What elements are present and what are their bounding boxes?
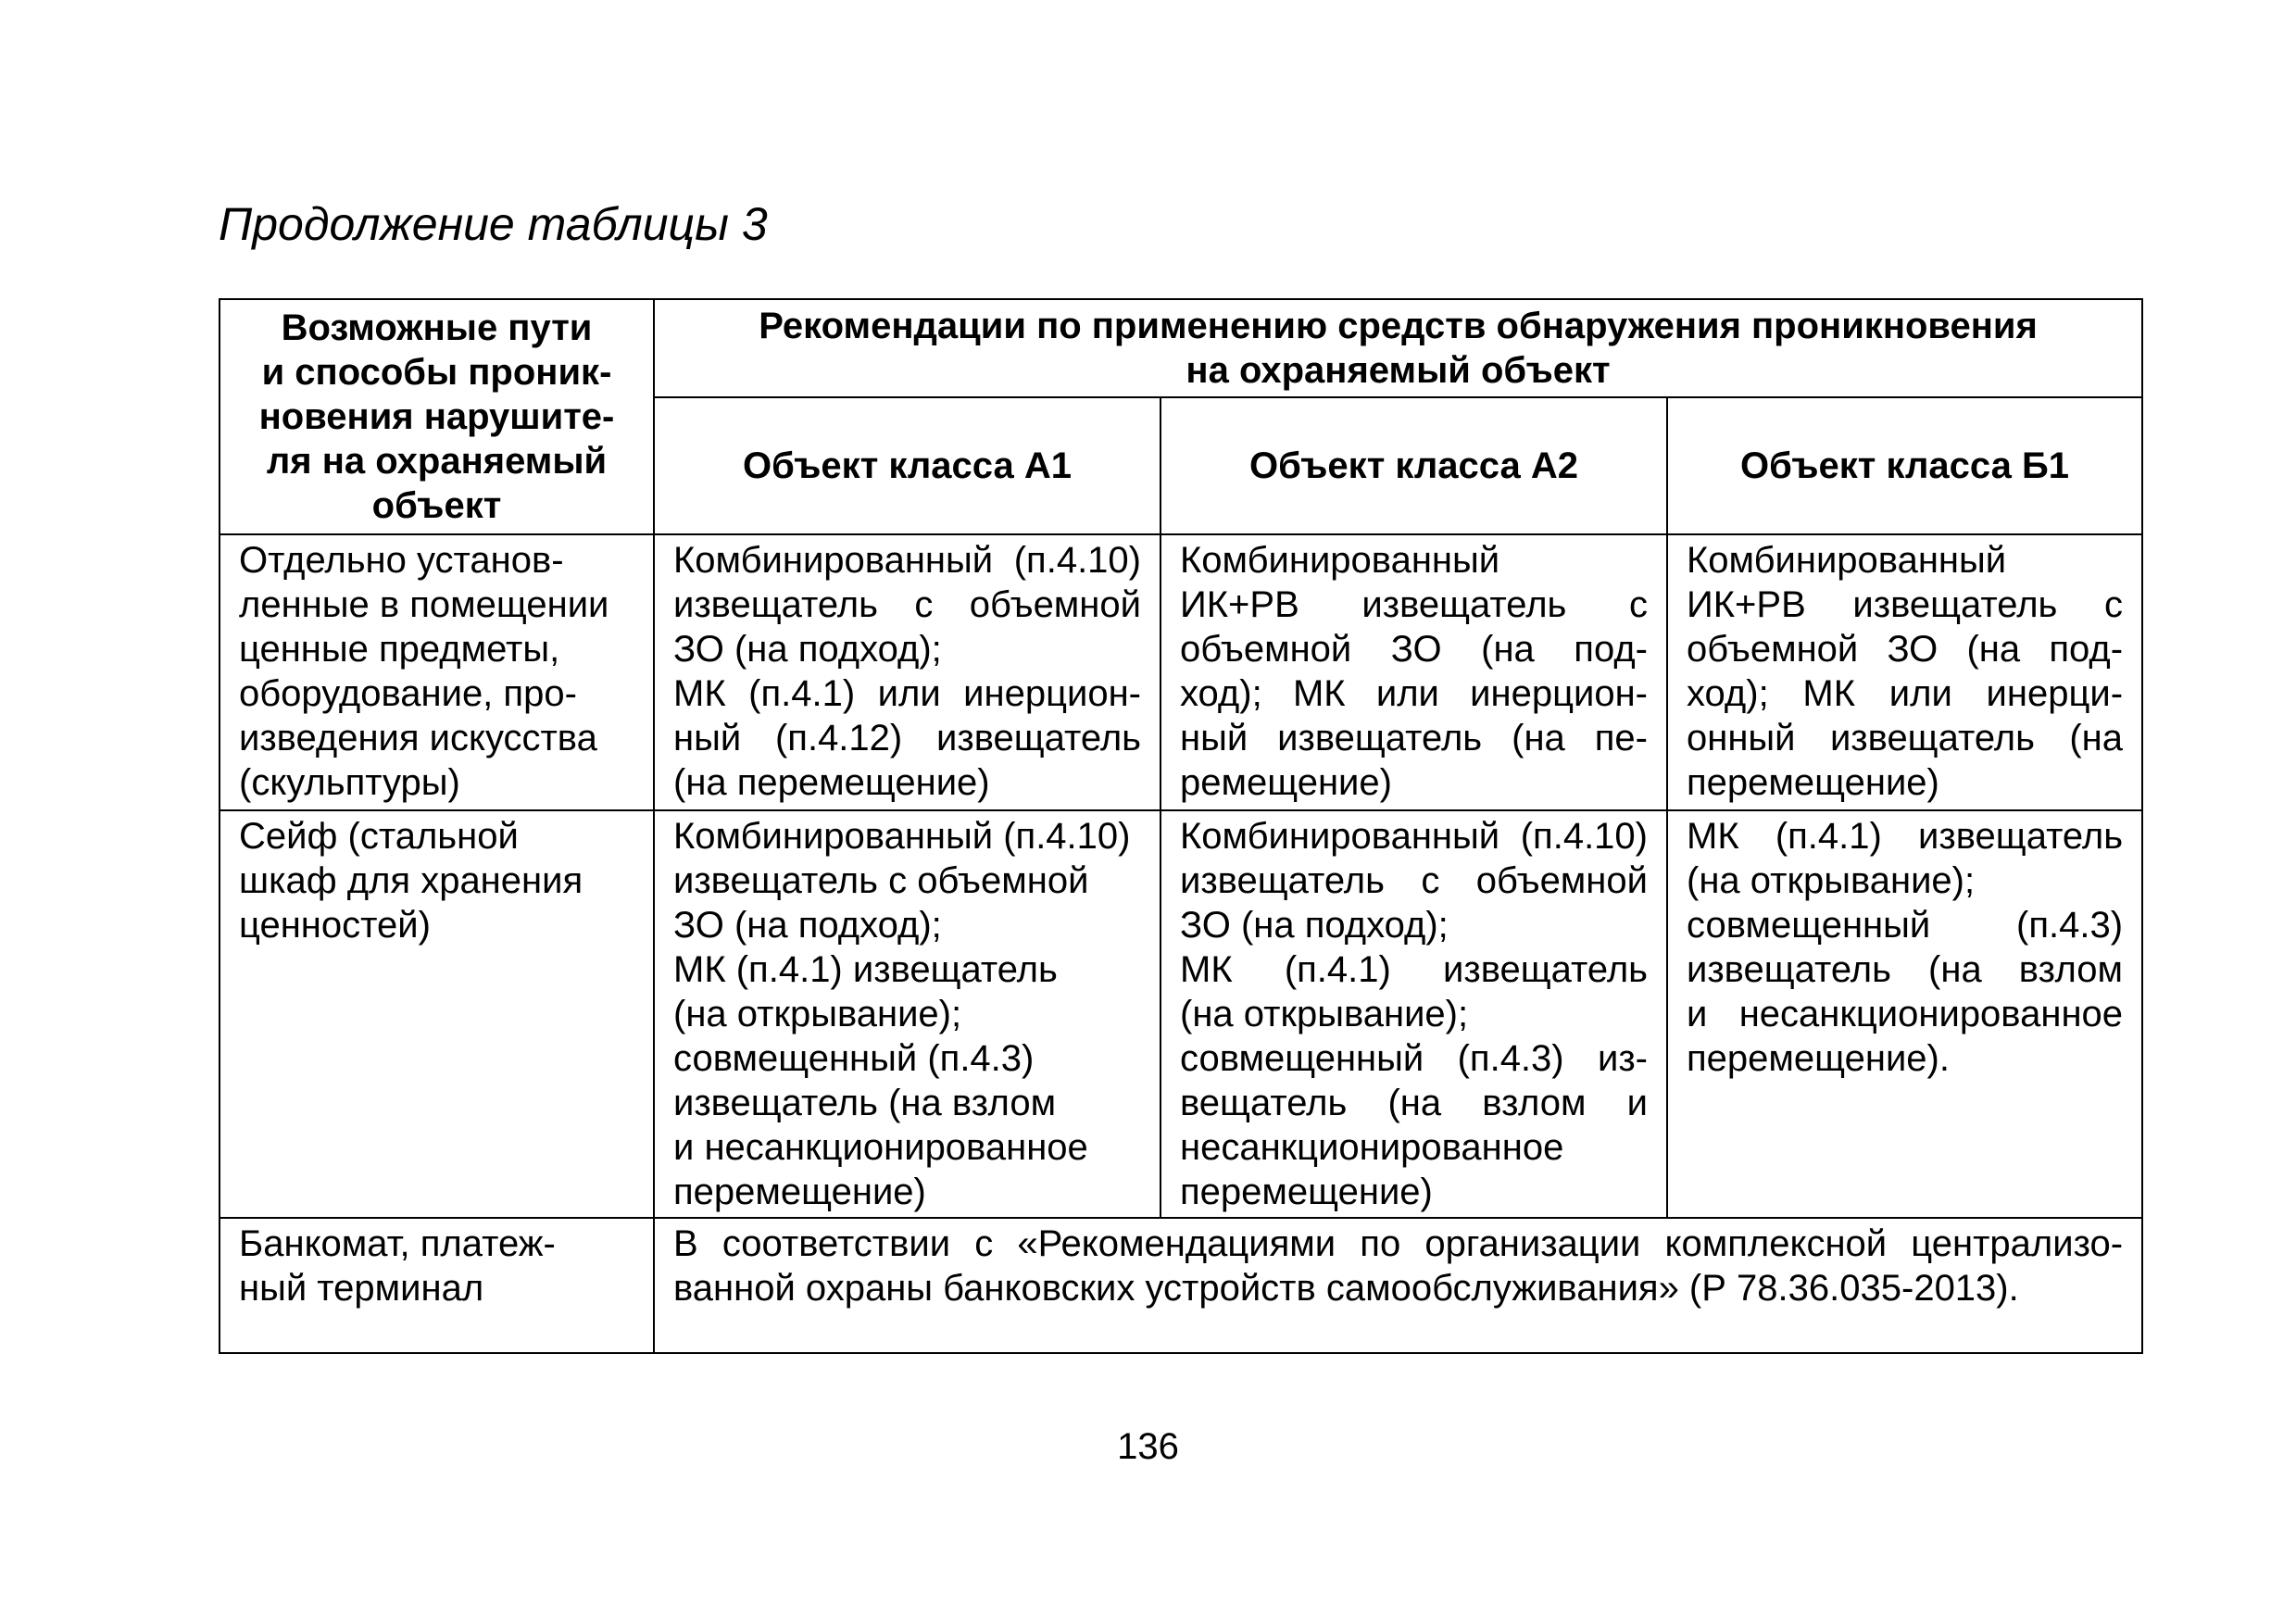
table-header-row — [220, 299, 2142, 397]
recommendations-table — [219, 298, 2143, 1354]
cell-class-a2: Комбинированный (п.4.10) извещатель с объемной ЗО (на подход); МК (п.4.1) извещатель (на открывание); совмещенный (п.4.3) из- вещатель (на взлом и несанкционированное перемещение) — [1161, 810, 1667, 1218]
cell-atm-recommendation: В соответствии с «Рекомендациями по организации комплексной централизо- ванной охраны банковских устройств самообслуживания» (Р 78.36.035-2013). — [654, 1218, 2142, 1353]
cell-class-b1: Комбинированный ИК+РВ извещатель с объемной ЗО (на под- ход); МК или инерци- онный извещатель (на перемещение) — [1667, 534, 2142, 810]
cell-class-b1: МК (п.4.1) извещатель (на открывание); совмещенный (п.4.3) извещатель (на взлом и несанкционированное перемещение). — [1667, 810, 2142, 1218]
header-object-class-a2: Объект класса А2 — [1161, 397, 1667, 534]
cell-penetration-path: Отдельно установ- ленные в помещении ценные предметы, оборудование, про- изведения искусства (скульптуры) — [220, 534, 654, 810]
cell-class-a1: Комбинированный (п.4.10) извещатель с объемной ЗО (на подход); МК (п.4.1) извещатель (на открывание); совмещенный (п.4.3) извещатель (на взлом и несанкционированное перемещение) — [654, 810, 1161, 1218]
header-object-class-a1: Объект класса А1 — [654, 397, 1161, 534]
page-number: 136 — [1117, 1426, 1179, 1467]
header-object-class-b1: Объект класса Б1 — [1667, 397, 2142, 534]
header-penetration-paths: Возможные пути и способы проник- новения нарушите- ля на охраняемый объект — [220, 299, 654, 534]
cell-penetration-path: Банкомат, платеж- ный терминал — [220, 1218, 654, 1353]
cell-class-a2: Комбинированный ИК+РВ извещатель с объемной ЗО (на под- ход); МК или инерцион- ный извещатель (на пе- ремещение) — [1161, 534, 1667, 810]
table-row — [220, 534, 2142, 810]
header-recommendations: Рекомендации по применению средств обнаружения проникновения на охраняемый объект — [654, 299, 2142, 397]
cell-penetration-path: Сейф (стальной шкаф для хранения ценностей) — [220, 810, 654, 1218]
table-row — [220, 810, 2142, 1218]
table-row — [220, 1218, 2142, 1353]
table-caption: Продолжение таблицы 3 — [219, 198, 768, 250]
cell-class-a1: Комбинированный (п.4.10) извещатель с объемной ЗО (на подход); МК (п.4.1) или инерцион- ный (п.4.12) извещатель (на перемещение) — [654, 534, 1161, 810]
